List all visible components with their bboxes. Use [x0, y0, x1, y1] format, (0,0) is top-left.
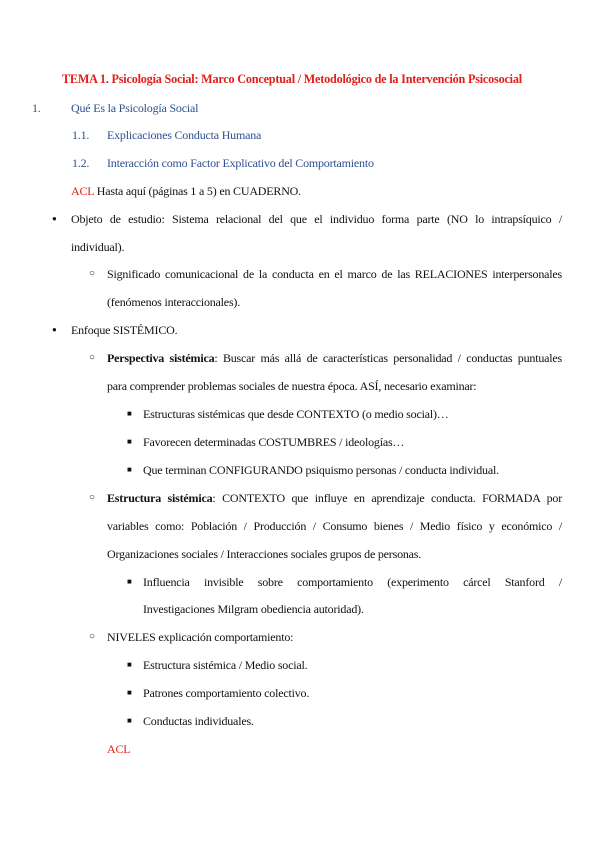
square-bullet-icon: ■ [127, 409, 132, 418]
list-item: Conductas individuales. [143, 714, 254, 728]
acl-tag: ACL [107, 742, 131, 756]
subsection-heading: Interacción como Factor Explicativo del Comportamiento [107, 156, 374, 170]
acl-note-text: Hasta aquí (páginas 1 a 5) en CUADERNO. [93, 184, 301, 198]
section-heading: Qué Es la Psicología Social [71, 101, 199, 115]
acl-tag: ACL [71, 184, 94, 198]
sub-bullet-text-line: Organizaciones sociales / Interacciones sociales grupos de personas. [107, 547, 422, 561]
square-bullet-icon: ■ [127, 577, 132, 586]
subsection-number: 1.2. [72, 156, 90, 170]
circle-bullet-icon: ○ [89, 268, 95, 279]
document-title: TEMA 1. Psicología Social: Marco Conceptual / Metodológico de la Intervención Psicosocial [62, 72, 522, 86]
sub-bullet-text: : Buscar más allá de características personalidad / conductas puntuales [214, 351, 562, 365]
list-item: Que terminan CONFIGURANDO psiquismo personas / conducta individual. [143, 463, 499, 477]
bold-term: Estructura sistémica [107, 491, 213, 505]
list-item: Favorecen determinadas COSTUMBRES / ideologías… [143, 435, 405, 449]
sub-bullet-text-line: para comprender problemas sociales de nuestra época. ASÍ, necesario examinar: [107, 379, 477, 393]
sub-bullet-text-line [107, 490, 562, 506]
square-bullet-icon: ■ [127, 716, 132, 725]
bullet-text-line: Objeto de estudio: Sistema relacional del que el individuo forma parte (NO lo intrapsíquico / [71, 212, 562, 226]
subsection-heading: Explicaciones Conducta Humana [107, 128, 262, 142]
square-bullet-icon: ■ [127, 688, 132, 697]
bullet-text-line: individual). [71, 240, 125, 254]
sub-bullet-text-line: NIVELES explicación comportamiento: [107, 630, 294, 644]
subsection-number: 1.1. [72, 128, 90, 142]
circle-bullet-icon: ○ [89, 631, 95, 642]
square-bullet-icon: ■ [127, 660, 132, 669]
sub-bullet-text-line [107, 350, 562, 366]
list-item: Estructura sistémica / Medio social. [143, 658, 308, 672]
bullet-text-line: Enfoque SISTÉMICO. [71, 323, 178, 337]
sub-bullet-text-line: Significado comunicacional de la conducta en el marco de las RELACIONES interpersonales [107, 267, 562, 281]
sub-bullet-text: : CONTEXTO que influye en aprendizaje conducta. FORMADA por [212, 491, 562, 505]
square-bullet-icon: ■ [127, 465, 132, 474]
circle-bullet-icon: ○ [89, 352, 95, 363]
circle-bullet-icon: ○ [89, 492, 95, 503]
bold-term: Perspectiva sistémica [107, 351, 215, 365]
disc-bullet-icon: ● [52, 214, 57, 223]
disc-bullet-icon: ● [52, 325, 57, 334]
list-item: Estructuras sistémicas que desde CONTEXTO (o medio social)… [143, 407, 449, 421]
acl-note [71, 183, 301, 199]
section-number: 1. [32, 101, 41, 115]
list-item: Influencia invisible sobre comportamiento (experimento cárcel Stanford / [143, 575, 562, 589]
list-item: Patrones comportamiento colectivo. [143, 686, 310, 700]
sub-bullet-text-line: (fenómenos interaccionales). [107, 295, 241, 309]
list-item: Investigaciones Milgram obediencia autoridad). [143, 602, 364, 616]
square-bullet-icon: ■ [127, 437, 132, 446]
sub-bullet-text-line: variables como: Población / Producción / Consumo bienes / Medio físico y económico / [107, 519, 562, 533]
